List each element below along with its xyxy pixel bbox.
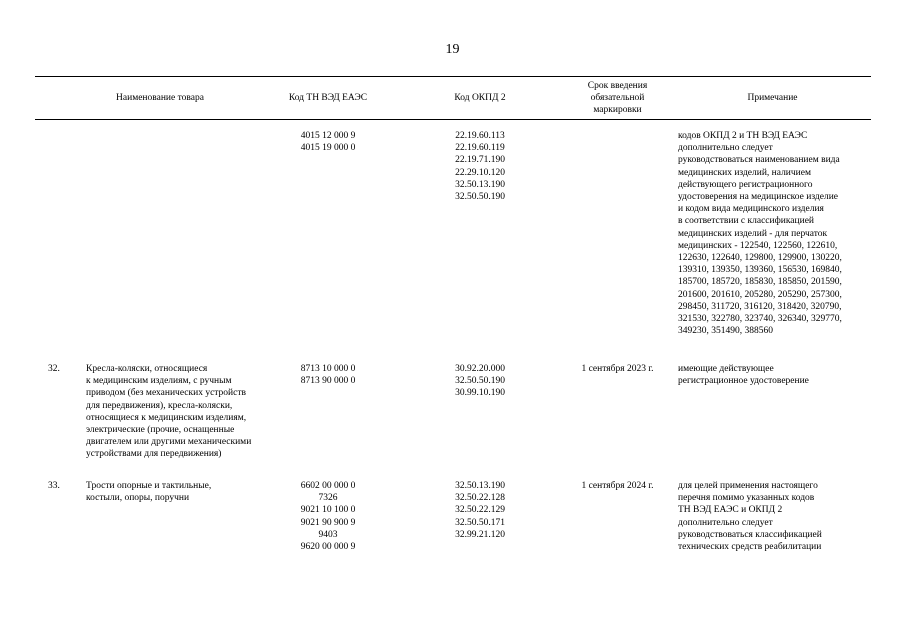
table-top-border xyxy=(35,76,871,77)
product-name: Трости опорные и тактильные, костыли, опоры, поручни xyxy=(86,481,212,504)
table-header-bottom-border xyxy=(35,119,871,120)
note-text: имеющие действующее регистрационное удостоверение xyxy=(678,364,809,387)
okpd-codes: 30.92.20.000 32.50.50.190 30.99.10.190 xyxy=(455,364,505,399)
tn-ved-codes: 6602 00 000 0 7326 9021 10 100 0 9021 90 900 9 9403 9620 00 000 9 xyxy=(300,481,356,553)
row-number: 32. xyxy=(48,364,60,374)
page-number: 19 xyxy=(445,42,460,57)
tn-ved-codes: 8713 10 000 0 8713 90 000 0 xyxy=(300,364,356,387)
okpd-codes: 32.50.13.190 32.50.22.128 32.50.22.129 32.50.50.171 32.99.21.120 xyxy=(455,481,505,540)
header-name: Наименование товара xyxy=(116,93,204,103)
header-tn-ved: Код ТН ВЭД ЕАЭС xyxy=(288,93,368,103)
header-okpd: Код ОКПД 2 xyxy=(454,93,506,103)
note-text: для целей применения настоящего перечня помимо указанных кодов ТН ВЭД ЕАЭС и ОКПД 2 дополнительно следует руководствоваться классификацией технических средств реабилитации xyxy=(678,481,822,553)
okpd-codes: 22.19.60.113 22.19.60.119 22.19.71.190 22.29.10.120 32.50.13.190 32.50.50.190 xyxy=(455,131,505,203)
product-name: Кресла-коляски, относящиеся к медицинским изделиям, с ручным приводом (без механических устройств для передвижения), кресла-коляски, относящиеся к медицинским изделиям, электрические (прочие, оснащенные двигателем или другими механическими устройствами для передвижения) xyxy=(86,364,252,460)
header-date: Срок введения обязательной маркировки xyxy=(587,81,648,116)
marking-date: 1 сентября 2024 г. xyxy=(581,481,654,491)
row-number: 33. xyxy=(48,481,60,491)
marking-date: 1 сентября 2023 г. xyxy=(581,364,654,374)
tn-ved-codes: 4015 12 000 9 4015 19 000 0 xyxy=(300,131,356,154)
header-note: Примечание xyxy=(747,93,798,103)
note-text: кодов ОКПД 2 и ТН ВЭД ЕАЭС дополнительно следует руководствоваться наименованием вида медицинских изделий, наличием действующего регистрационного удостоверения на медицинское изделие и кодом вида медицинского изделия в соответствии с классификацией медицинских изделий - для перчаток медицинских - 122540, 122560, 122610, 122630, 122640, 129800, 129900, 130220, 139310, 139350, 139360, 156530, 169840, 185700, 185720, 185830, 185850, 201590, 201600, 201610, 205280, 205290, 257300, 298450, 311720, 316120, 318420, 320790, 321530, 322780, 323740, 326340, 329770, 349230, 351490, 388560 xyxy=(678,131,842,337)
